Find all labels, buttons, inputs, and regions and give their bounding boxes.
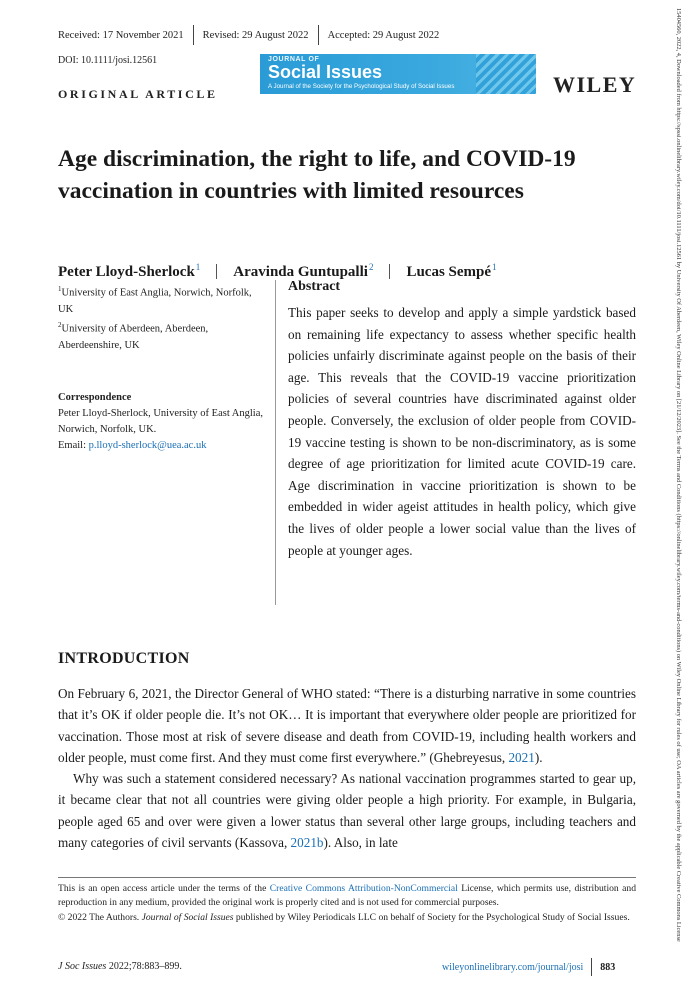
correspondence-email: Email: p.lloyd-sherlock@uea.ac.uk	[58, 440, 207, 451]
received-date: Received: 17 November 2021	[58, 29, 184, 41]
abstract-heading: Abstract	[288, 279, 341, 294]
correspondence-heading: Correspondence	[58, 392, 132, 403]
divider	[216, 264, 217, 279]
article-title: Age discrimination, the right to life, and COVID-19 vaccination in countries with limited resources	[58, 146, 576, 204]
author-list	[58, 262, 497, 281]
banner-pattern	[476, 54, 536, 94]
citation-link[interactable]: 2021b	[290, 835, 324, 851]
paragraph: On February 6, 2021, the Director General of WHO stated: “There is a disturbing narrative in some countries that it’s OK if older people die. It’s not OK… It is important that everywhere older people are prioritized for vaccination. Those most at risk of severe disease and death from COVID-19, including health workers and older people, must come first. And they must come first everywhere.” (Ghebreyesus, 2021).	[58, 686, 636, 766]
journal-logo[interactable]	[260, 54, 536, 94]
article-dates	[58, 24, 439, 46]
affiliation-marker[interactable]: 1	[492, 262, 497, 272]
divider	[389, 264, 390, 279]
download-notice: 15404560, 2022, 4, Downloaded from https://spssi.onlinelibrary.wiley.com/doi/10.1111/josi.12561 by University Of Aberdeen, Wiley Online Library on [21/12/2023]. See the Terms and Conditions (https://onlinelibrary.wiley.com/terms-and-conditions) on Wiley Online Library for rules of use; OA articles are governed by the applicable Creative Commons License	[675, 8, 682, 942]
page-footer	[442, 958, 615, 976]
section-label: ORIGINAL ARTICLE	[58, 87, 218, 101]
copyright-statement: © 2022 The Authors. Journal of Social Issues published by Wiley Periodicals LLC on behalf of Society for the Psychological Study of Social Issues.	[58, 911, 630, 923]
paragraph: Why was such a statement considered necessary? As national vaccination programmes started to gear up, it became clear that not all countries were giving older people a high priority. For example, in Bulgaria, people aged 65 and over were given a lower status than several other large groups, including teachers and many categories of civil servants (Kassova, 2021b). Also, in late	[58, 771, 636, 851]
journal-subtitle: A Journal of the Society for the Psychological Study of Social Issues	[268, 83, 455, 90]
journal-url[interactable]: wileyonlinelibrary.com/journal/josi	[442, 961, 584, 973]
doi[interactable]: DOI: 10.1111/josi.12561	[58, 55, 158, 66]
correspondence-address: Peter Lloyd-Sherlock, University of East Anglia, Norwich, Norfolk, UK.	[58, 408, 264, 435]
divider	[193, 25, 194, 45]
citation-link[interactable]: 2021	[508, 750, 535, 766]
author[interactable]: Peter Lloyd-Sherlock$^1$	[58, 262, 201, 280]
accepted-date: Accepted: 29 August 2022	[327, 29, 440, 41]
footnote-rule	[58, 877, 636, 878]
journal-prefix: JOURNAL OF	[268, 56, 320, 63]
license-link[interactable]: Creative Commons Attribution-NonCommercial	[269, 883, 458, 894]
introduction-heading: INTRODUCTION	[58, 650, 190, 667]
correspondence	[58, 390, 268, 454]
abstract-rule	[275, 280, 276, 605]
publisher-logo[interactable]: WILEY	[553, 72, 637, 97]
license-footnote	[58, 882, 636, 925]
divider	[591, 958, 592, 976]
abstract-text: This paper seeks to develop and apply a simple yardstick based on remaining life expectancy to assess whether specific health policies unfairly discriminate against people on the basis of their age. This reveals that the COVID-19 vaccine prioritization policies of several countries have discriminated against older people. Conversely, the exclusion of older people from COVID-19 vaccine testing is shown to be non-discriminatory, as is some degree of age prioritization for limited acute COVID-19 care. Age discrimination in vaccine prioritization is shown to be embedded in wider ageist attitudes in health policy, which give the lives of older people a lower social value than the lives of people at younger ages.	[288, 305, 636, 558]
affiliation-2: $^2$University of Aberdeen, Aberdeen, Aberdeenshire, UK	[58, 321, 209, 351]
journal-name: Social Issues	[268, 62, 383, 82]
affiliation-marker[interactable]: 1	[195, 262, 201, 272]
license-statement: This is an open access article under the terms of the Creative Commons Attribution-NonCommercial License, which permits use, distribution and reproduction in any medium, provided the original work is properly cited and is not used for commercial purposes.	[58, 883, 636, 909]
page-number: 883	[600, 961, 616, 973]
author[interactable]: Aravinda Guntupalli$^2$	[233, 262, 374, 280]
affiliation-marker[interactable]: 2	[368, 262, 374, 272]
divider	[318, 25, 319, 45]
citation-footer: J Soc Issues 2022;78:883–899.	[58, 961, 182, 972]
revised-date: Revised: 29 August 2022	[202, 29, 309, 41]
affiliation-1: $^1$University of East Anglia, Norwich, Norfolk, UK	[58, 285, 252, 315]
author[interactable]: Lucas Sempé$^1$	[406, 262, 497, 280]
email-link[interactable]: p.lloyd-sherlock@uea.ac.uk	[88, 440, 207, 451]
